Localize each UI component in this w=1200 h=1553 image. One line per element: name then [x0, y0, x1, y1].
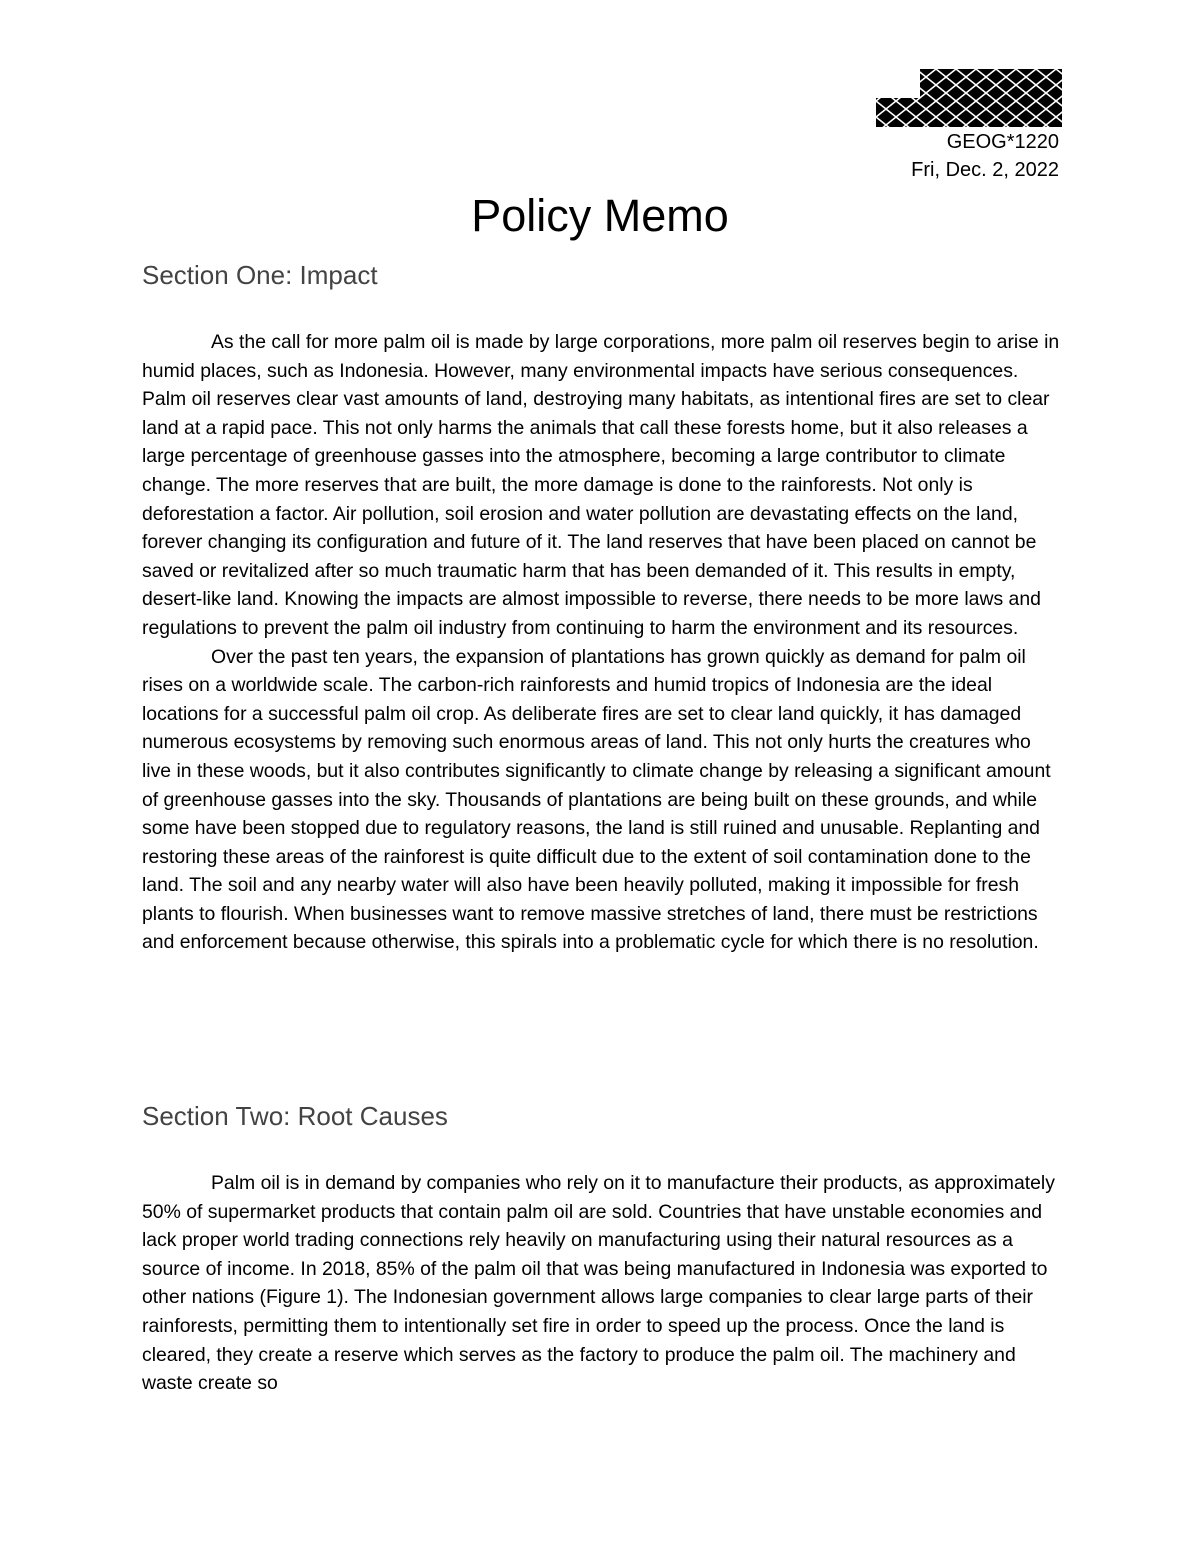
redacted-name-block: [876, 69, 1062, 127]
page-title: Policy Memo: [471, 190, 729, 241]
course-code: GEOG*1220: [946, 131, 1059, 153]
section-two-body: [142, 1169, 1062, 1398]
section-two-heading: Section Two: Root Causes: [142, 1101, 448, 1131]
section-one-body: [142, 328, 1062, 957]
memo-date: Fri, Dec. 2, 2022: [911, 159, 1059, 181]
redaction-pattern-icon: [876, 69, 1062, 127]
header-info: [911, 128, 1059, 184]
section-two-paragraph-1: Palm oil is in demand by companies who rely on it to manufacture their products, as approximately 50% of supermarket products that contain palm oil are sold. Countries that have unstable economies and lack proper world trading connections rely heavily on manufacturing using their natural resources as a source of income. In 2018, 85% of the palm oil that was being manufactured in Indonesia was exported to other nations (Figure 1). The Indonesian government allows large companies to clear large parts of their rainforests, permitting them to intentionally set fire in order to speed up the process. Once the land is cleared, they create a reserve which serves as the factory to produce the palm oil. The machinery and waste create so: [142, 1172, 1055, 1395]
section-one-paragraph-1: As the call for more palm oil is made by large corporations, more palm oil reserves begin to arise in humid places, such as Indonesia. However, many environmental impacts have serious consequences. Palm oil reserves clear vast amounts of land, destroying many habitats, as intentional fires are set to clear land at a rapid pace. This not only harms the animals that call these forests home, but it also releases a large percentage of greenhouse gasses into the atmosphere, becoming a large contributor to climate change. The more reserves that are built, the more damage is done to the rainforests. Not only is deforestation a factor. Air pollution, soil erosion and water pollution are devastating effects on the land, forever changing its configuration and future of it. The land reserves that have been placed on cannot be saved or revitalized after so much traumatic harm that has been demanded of it. This results in empty, desert-like land. Knowing the impacts are almost impossible to reverse, there needs to be more laws and regulations to prevent the palm oil industry from continuing to harm the environment and its resources.: [142, 331, 1060, 639]
section-one-heading: Section One: Impact: [142, 260, 378, 290]
section-one-paragraph-2: Over the past ten years, the expansion of plantations has grown quickly as demand for palm oil rises on a worldwide scale. The carbon-rich rainforests and humid tropics of Indonesia are the ideal locations for a successful palm oil crop. As deliberate fires are set to clear land quickly, it has damaged numerous ecosystems by removing such enormous areas of land. This not only hurts the creatures who live in these woods, but it also contributes significantly to climate change by releasing a significant amount of greenhouse gasses into the sky. Thousands of plantations are being built on these grounds, and while some have been stopped due to regulatory reasons, the land is still ruined and unusable. Replanting and restoring these areas of the rainforest is quite difficult due to the extent of soil contamination done to the land. The soil and any nearby water will also have been heavily polluted, making it impossible for fresh plants to flourish. When businesses want to remove massive stretches of land, there must be restrictions and enforcement because otherwise, this spirals into a problematic cycle for which there is no resolution.: [142, 645, 1051, 954]
